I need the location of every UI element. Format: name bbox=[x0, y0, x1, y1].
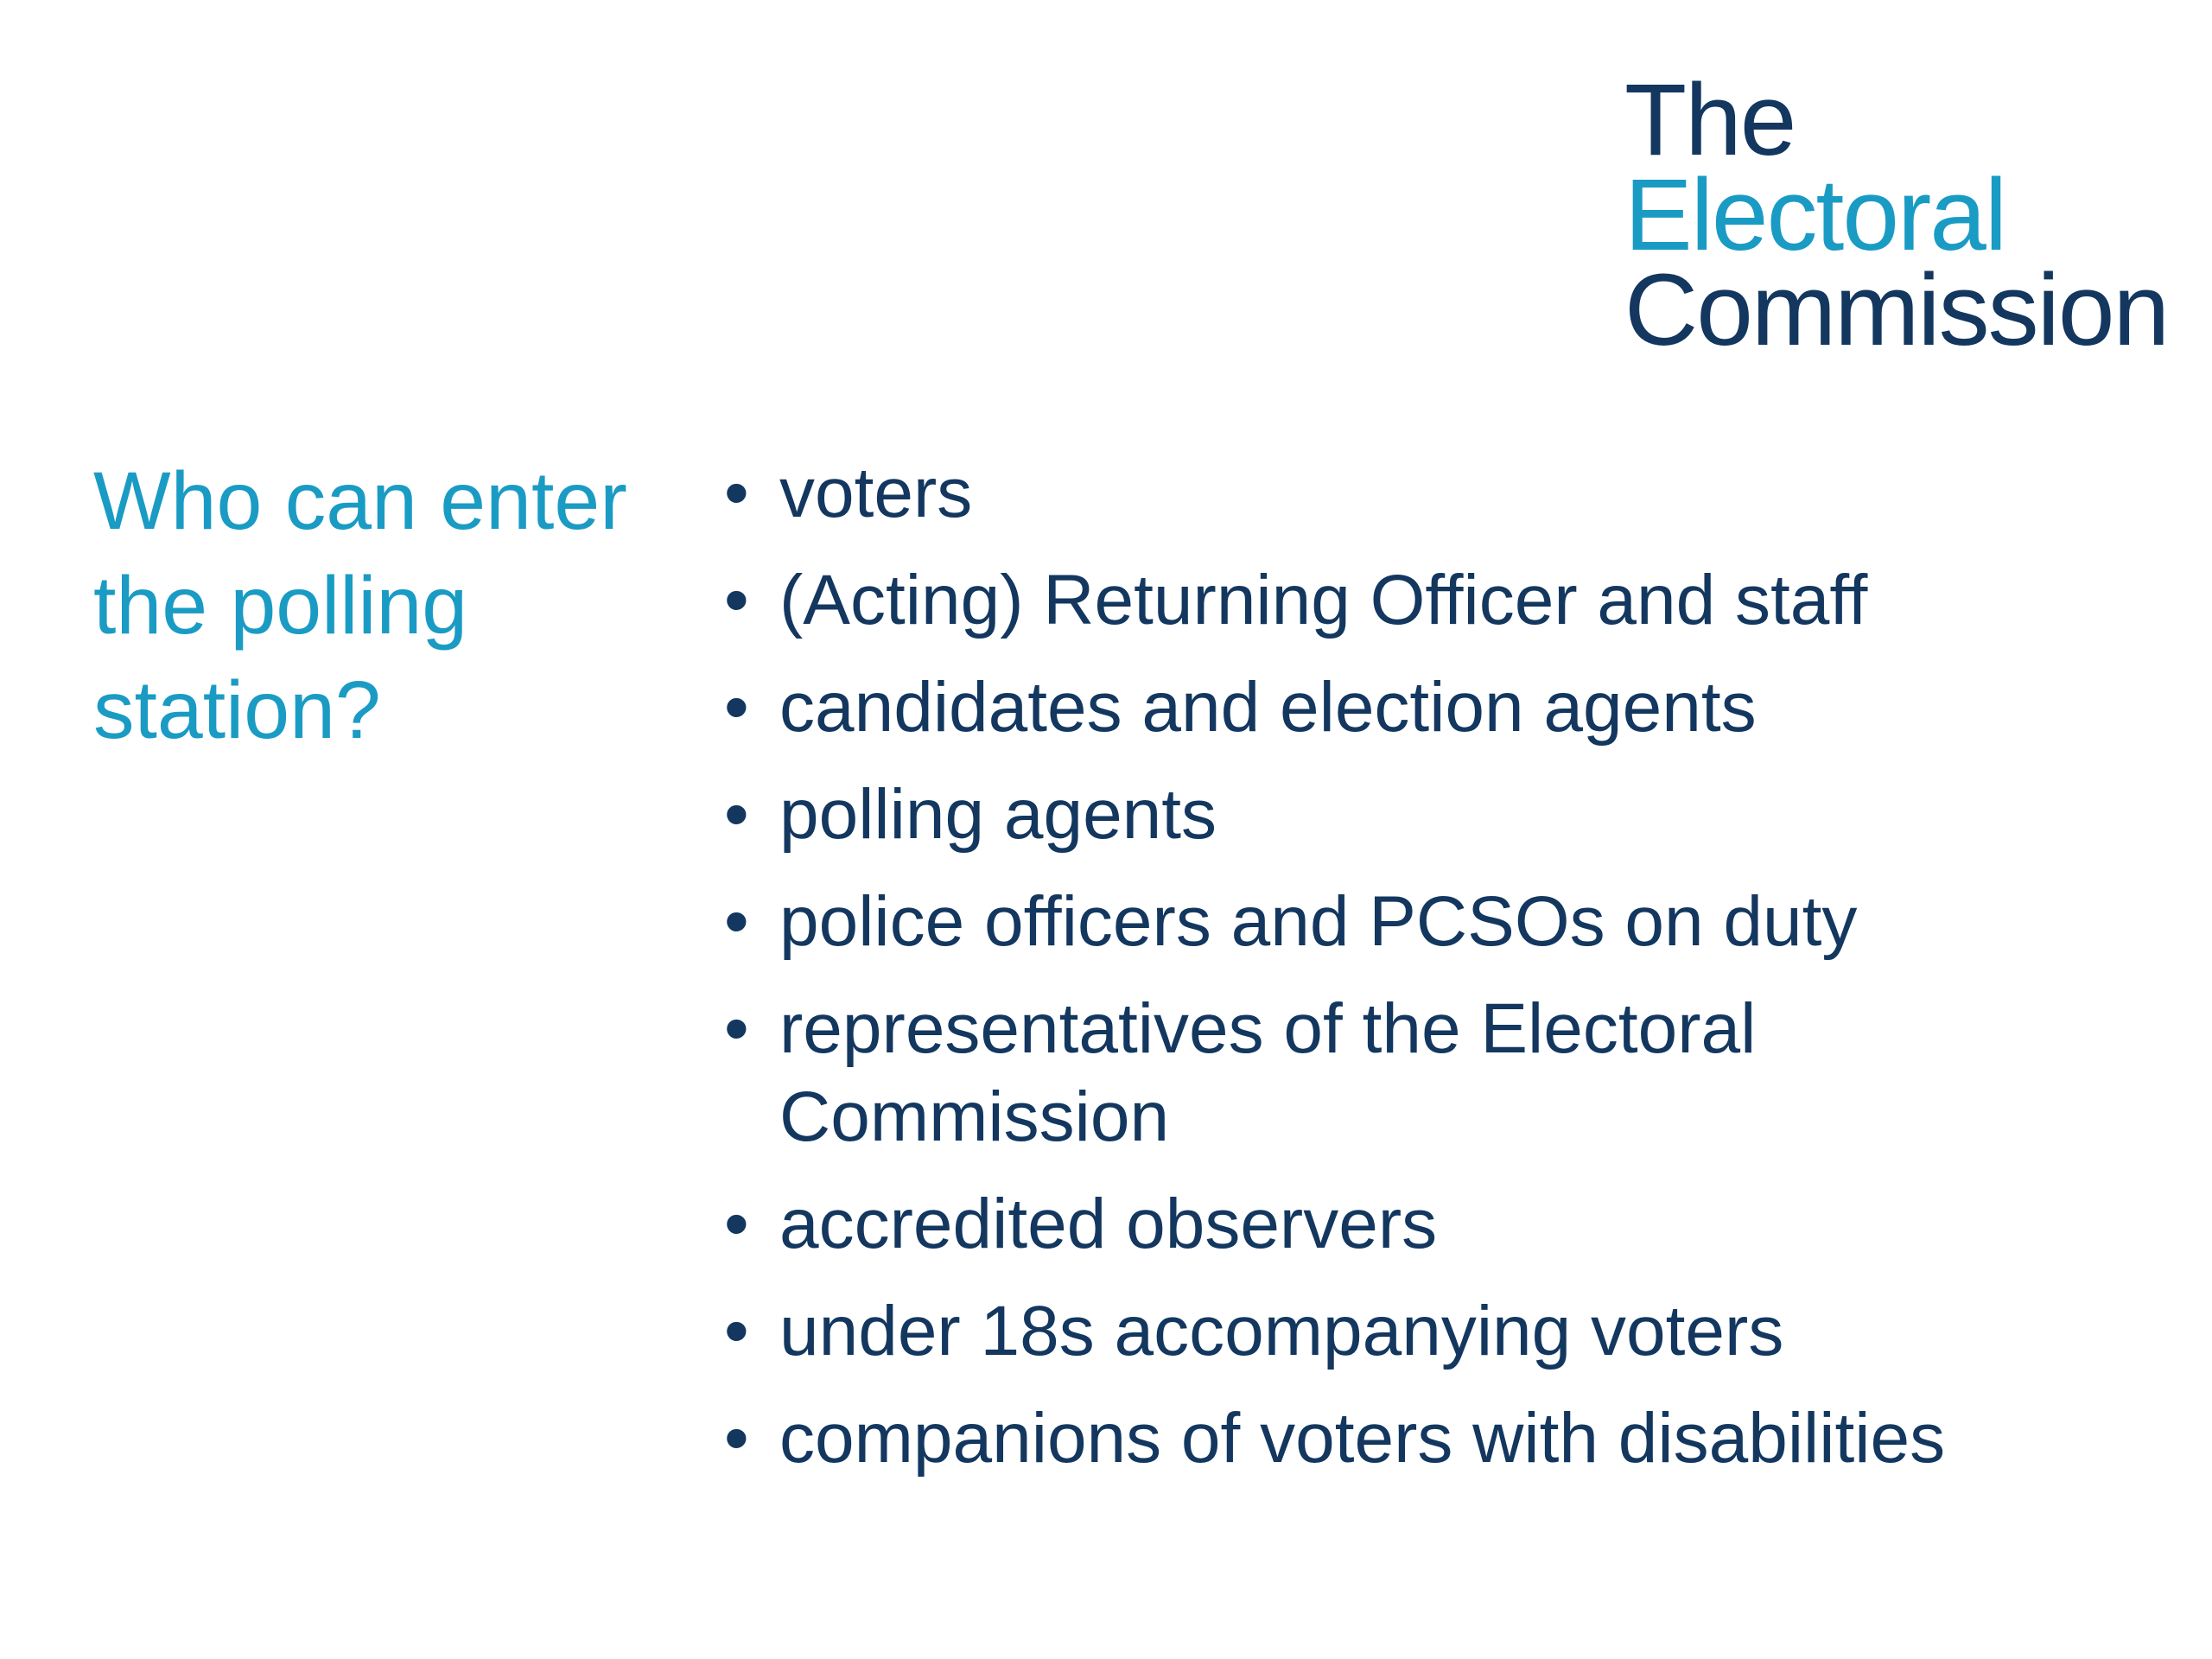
list-item bbox=[717, 556, 2143, 645]
list-item-text: (Acting) Returning Officer and staff bbox=[779, 561, 1868, 639]
bullet-icon: • bbox=[724, 1185, 749, 1263]
slide-title bbox=[93, 449, 698, 763]
list-item bbox=[717, 771, 2143, 859]
bullet-icon: • bbox=[724, 668, 749, 747]
slide-title-line-1: Who can enter bbox=[93, 455, 627, 547]
list-item-text: voters bbox=[779, 454, 973, 532]
logo-line-commission: Commission bbox=[1624, 253, 2169, 367]
list-item bbox=[717, 985, 2143, 1161]
list-item-text: under 18s accompanying voters bbox=[779, 1292, 1784, 1370]
list-item bbox=[717, 449, 2143, 537]
list-item-text: candidates and election agents bbox=[779, 668, 1757, 747]
list-item bbox=[717, 664, 2143, 752]
list-item-text: accredited observers bbox=[779, 1185, 1438, 1263]
logo-line-the: The bbox=[1624, 63, 1796, 177]
electoral-commission-logo bbox=[1624, 63, 2169, 367]
logo-line-electoral: Electoral bbox=[1624, 158, 2006, 272]
bullet-icon: • bbox=[724, 882, 749, 961]
slide-title-line-2: the polling bbox=[93, 560, 468, 652]
bullet-list bbox=[717, 449, 2143, 1502]
bullet-icon: • bbox=[724, 561, 749, 639]
list-item-text: polling agents bbox=[779, 775, 1217, 854]
bullet-icon: • bbox=[724, 989, 749, 1068]
list-item bbox=[717, 1287, 2143, 1376]
bullet-icon: • bbox=[724, 775, 749, 854]
list-item bbox=[717, 1395, 2143, 1483]
list-item bbox=[717, 1180, 2143, 1268]
list-item-text: representatives of the Electoral Commission bbox=[779, 989, 1757, 1156]
bullet-icon: • bbox=[724, 454, 749, 532]
bullet-icon: • bbox=[724, 1292, 749, 1370]
list-item-text: police officers and PCSOs on duty bbox=[779, 882, 1858, 961]
bullet-icon: • bbox=[724, 1399, 749, 1478]
list-item-text: companions of voters with disabilities bbox=[779, 1399, 1946, 1478]
list-item bbox=[717, 878, 2143, 966]
slide-title-line-3: station? bbox=[93, 664, 381, 756]
